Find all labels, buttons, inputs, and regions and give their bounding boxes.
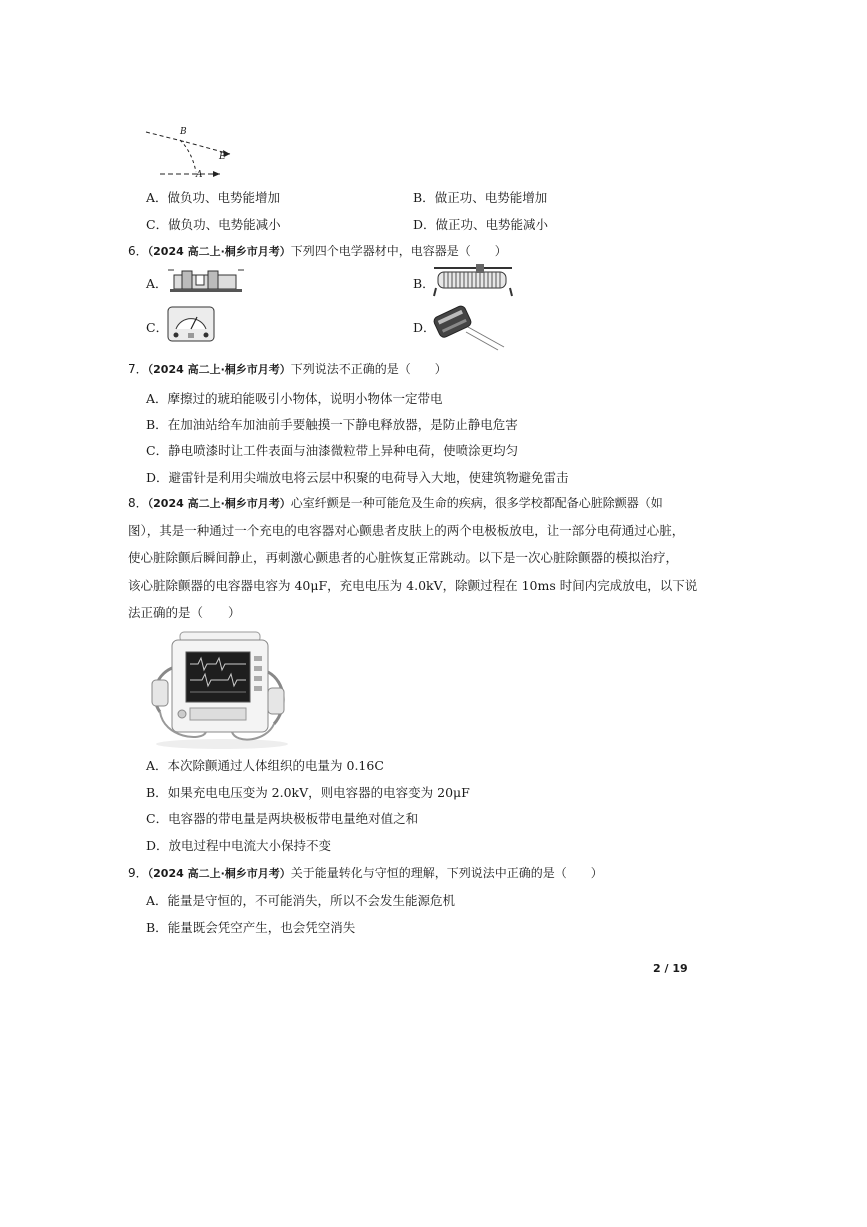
option-label: B． <box>146 417 168 432</box>
question-8-stem-line-3: 使心脏除颤后瞬间静止，再刺激心颤患者的心脏恢复正常跳动。以下是一次心脏除颤器的模拟治疗， <box>128 550 679 565</box>
figure-label-b: B <box>180 127 187 137</box>
option-text: 如果充电电压变为 2.0kV，则电容器的电容变为 20μF <box>167 785 470 800</box>
q6-option-c-label: C． <box>146 320 169 335</box>
figure-label-a: A <box>196 170 203 180</box>
q5-option-a <box>146 188 280 206</box>
option-text: 摩擦过的琥珀能吸引小物体，说明小物体一定带电 <box>167 391 443 406</box>
option-label: A． <box>146 758 168 773</box>
question-9-stem <box>128 864 603 881</box>
option-label: C． <box>146 443 169 458</box>
option-text: 能量是守恒的，不可能消失，所以不会发生能源危机 <box>167 893 456 908</box>
option-label: C． <box>146 811 169 826</box>
defibrillator-image <box>146 628 292 750</box>
option-label: A． <box>146 893 168 908</box>
question-text: 关于能量转化与守恒的理解，下列说法中正确的是（ ） <box>290 866 603 880</box>
q9-option-b <box>146 918 355 936</box>
option-text: 本次除颤通过人体组织的电量为 0.16C <box>167 758 384 773</box>
q5-option-d <box>413 215 548 233</box>
option-text: 做负功、电势能增加 <box>167 190 281 205</box>
option-label: B． <box>413 190 435 205</box>
question-8-stem-line-4: 该心脏除颤器的电容器电容为 40μF，充电电压为 4.0kV，除颤过程在 10ms 时间内完成放电，以下说 <box>128 578 698 593</box>
option-label: A． <box>146 391 168 406</box>
q7-option-d <box>146 468 569 486</box>
figure-label-e: E <box>219 152 226 162</box>
option-label: B． <box>146 785 168 800</box>
option-text: 做负功、电势能减小 <box>168 217 281 232</box>
q7-option-b <box>146 415 518 433</box>
question-8-stem-line-5: 法正确的是（ ） <box>128 605 241 620</box>
option-label: A． <box>146 190 168 205</box>
question-8-stem-line-2: 图），其是一种通过一个充电的电容器对心颤患者皮肤上的两个电极板放电，让一部分电荷通过心脏， <box>128 523 685 538</box>
option-text: 能量既会凭空产生，也会凭空消失 <box>167 920 356 935</box>
question-number: 6． <box>128 244 148 258</box>
question-text: 下列说法不正确的是（ ） <box>290 362 447 376</box>
question-text: 下列四个电学器材中，电容器是（ ） <box>290 244 507 258</box>
q8-option-a <box>146 756 384 774</box>
option-text: 做正功、电势能减小 <box>435 217 549 232</box>
device-c-image <box>164 303 220 343</box>
q6-option-a-label: A． <box>146 276 168 291</box>
question-number: 7． <box>128 362 148 376</box>
option-text: 在加油站给车加油前手要触摸一下静电释放器，是防止静电危害 <box>167 417 518 432</box>
option-text: 放电过程中电流大小保持不变 <box>168 838 332 853</box>
q8-option-c <box>146 809 418 827</box>
q6-option-b-label: B． <box>413 276 435 291</box>
device-a-image <box>168 267 246 293</box>
device-d-image <box>432 305 508 351</box>
question-number: 9． <box>128 866 148 880</box>
option-text: 静电喷漆时让工件表面与油漆微粒带上异种电荷，使喷涂更均匀 <box>168 443 519 458</box>
question-source: （2024 高二上·桐乡市月考） <box>147 867 291 880</box>
option-label: D． <box>413 217 436 232</box>
question-source: （2024 高二上·桐乡市月考） <box>147 245 291 258</box>
q7-option-c <box>146 441 518 459</box>
question-8-stem-line-1 <box>128 494 663 511</box>
q8-option-b <box>146 783 470 801</box>
question-7-stem <box>128 360 447 377</box>
option-text: 做正功、电势能增加 <box>434 190 548 205</box>
option-label: D． <box>146 838 169 853</box>
q9-option-a <box>146 891 455 909</box>
option-label: D． <box>146 470 169 485</box>
device-b-image <box>432 264 516 298</box>
question-text: 心室纤颤是一种可能危及生命的疾病，很多学校都配备心脏除颤器（如 <box>290 496 663 510</box>
q5-option-b <box>413 188 547 206</box>
q7-option-a <box>146 389 443 407</box>
option-text: 电容器的带电量是两块极板带电量绝对值之和 <box>168 811 419 826</box>
option-text: 避雷针是利用尖端放电将云层中积聚的电荷导入大地，使建筑物避免雷击 <box>168 470 569 485</box>
option-label: C． <box>146 217 169 232</box>
q6-option-d-label: D． <box>413 320 436 335</box>
question-source: （2024 高二上·桐乡市月考） <box>147 363 291 376</box>
question-number: 8． <box>128 496 148 510</box>
question-6-stem <box>128 242 507 259</box>
page-number: 2 / 19 <box>653 962 688 975</box>
question-source: （2024 高二上·桐乡市月考） <box>147 497 291 510</box>
option-label: B． <box>146 920 168 935</box>
q5-option-c <box>146 215 281 233</box>
q8-option-d <box>146 836 331 854</box>
